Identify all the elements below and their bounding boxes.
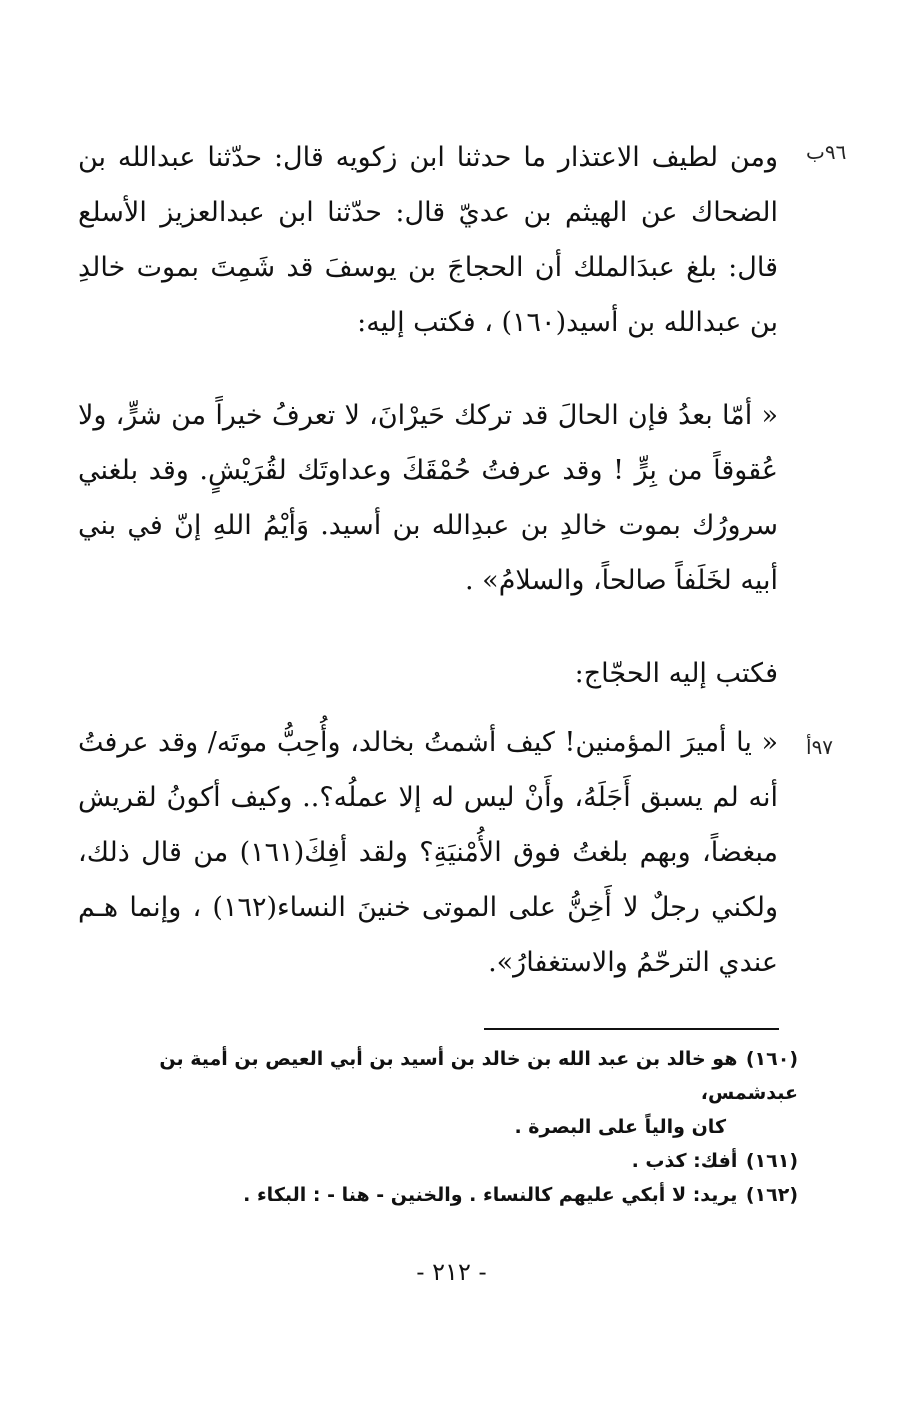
intro-paragraph bbox=[78, 130, 778, 350]
footnote-text: هو خالد بن عبد الله بن خالد بن أسيد بن أبي العيص بن أمية بن عبدشمس، bbox=[159, 1048, 798, 1104]
hajjaj-letter-paragraph bbox=[78, 715, 778, 990]
footnote bbox=[100, 1178, 798, 1212]
footnote-number: (١٦١) bbox=[745, 1150, 798, 1172]
hajjaj-letter-text: « يا أميرَ المؤمنين! كيف أشمتُ بخالد، وأُحِبُّ موتَه/ وقد عرفتُ أنه لم يسبق أَجَلَهُ، وأَنْ ليس له إلا عملُه؟.. وكيف أكونُ لقريش مبغضاً، وبهم بلغتُ فوق الأُمْنيَةِ؟ ولقد أفِكَ(١٦١) من قال ذلك، ولكني رجلٌ لا أَخِنُّ على الموتى خنينَ النساء(١٦٢) ، وإنما هـم عندي الترحّمُ والاستغفارُ». bbox=[78, 727, 778, 978]
manuscript-folio-note: ٩٦ب bbox=[806, 140, 847, 164]
caliph-letter-paragraph bbox=[78, 388, 778, 608]
manuscript-folio-note: ٩٧أ bbox=[806, 735, 834, 759]
footnote-number: (١٦٢) bbox=[745, 1184, 798, 1206]
caliph-letter-text: « أمّا بعدُ فإن الحالَ قد تركك حَيرْانَ، لا تعرفُ خيراً من شرٍّ، ولا عُقوقاً من بِرٍّ ! وقد عرفتُ حُمْقَكَ وعداوتَك لقُرَيْشٍ. وقد بلغني سرورُك بموت خالدِ بن عبدِالله بن أسيد. وَأيْمُ اللهِ إنّ في بني أبيه لخَلَفاً صالحاً، والسلامُ» . bbox=[78, 400, 778, 596]
footnote-number: (١٦٠) bbox=[745, 1048, 798, 1070]
intro-text: ومن لطيف الاعتذار ما حدثنا ابن زكويه قال: حدّثنا عبدالله بن الضحاك عن الهيثم بن عديّ قال: حدّثنا ابن عبدالعزيز الأسلع قال: بلغ عبدَالملك أن الحجاجَ بن يوسفَ قد شَمِتَ بموت خالدِ بن عبدالله بن أسيد(١٦٠) ، فكتب إليه: bbox=[78, 142, 778, 338]
footnote-text: يريد: لا أبكي عليهم كالنساء . والخنين - هنا - : البكاء . bbox=[243, 1184, 738, 1206]
reply-intro-paragraph bbox=[78, 646, 778, 701]
footnotes bbox=[100, 1042, 798, 1212]
footnote-continuation: كان والياً على البصرة . bbox=[514, 1116, 726, 1138]
reply-intro-text: فكتب إليه الحجّاج: bbox=[574, 658, 778, 689]
footnote bbox=[100, 1042, 798, 1110]
footnote-divider bbox=[484, 1028, 779, 1030]
footnote bbox=[100, 1144, 798, 1178]
footnote-text: أفك: كذب . bbox=[631, 1150, 738, 1172]
page-number: - ٢١٢ - bbox=[416, 1258, 487, 1286]
